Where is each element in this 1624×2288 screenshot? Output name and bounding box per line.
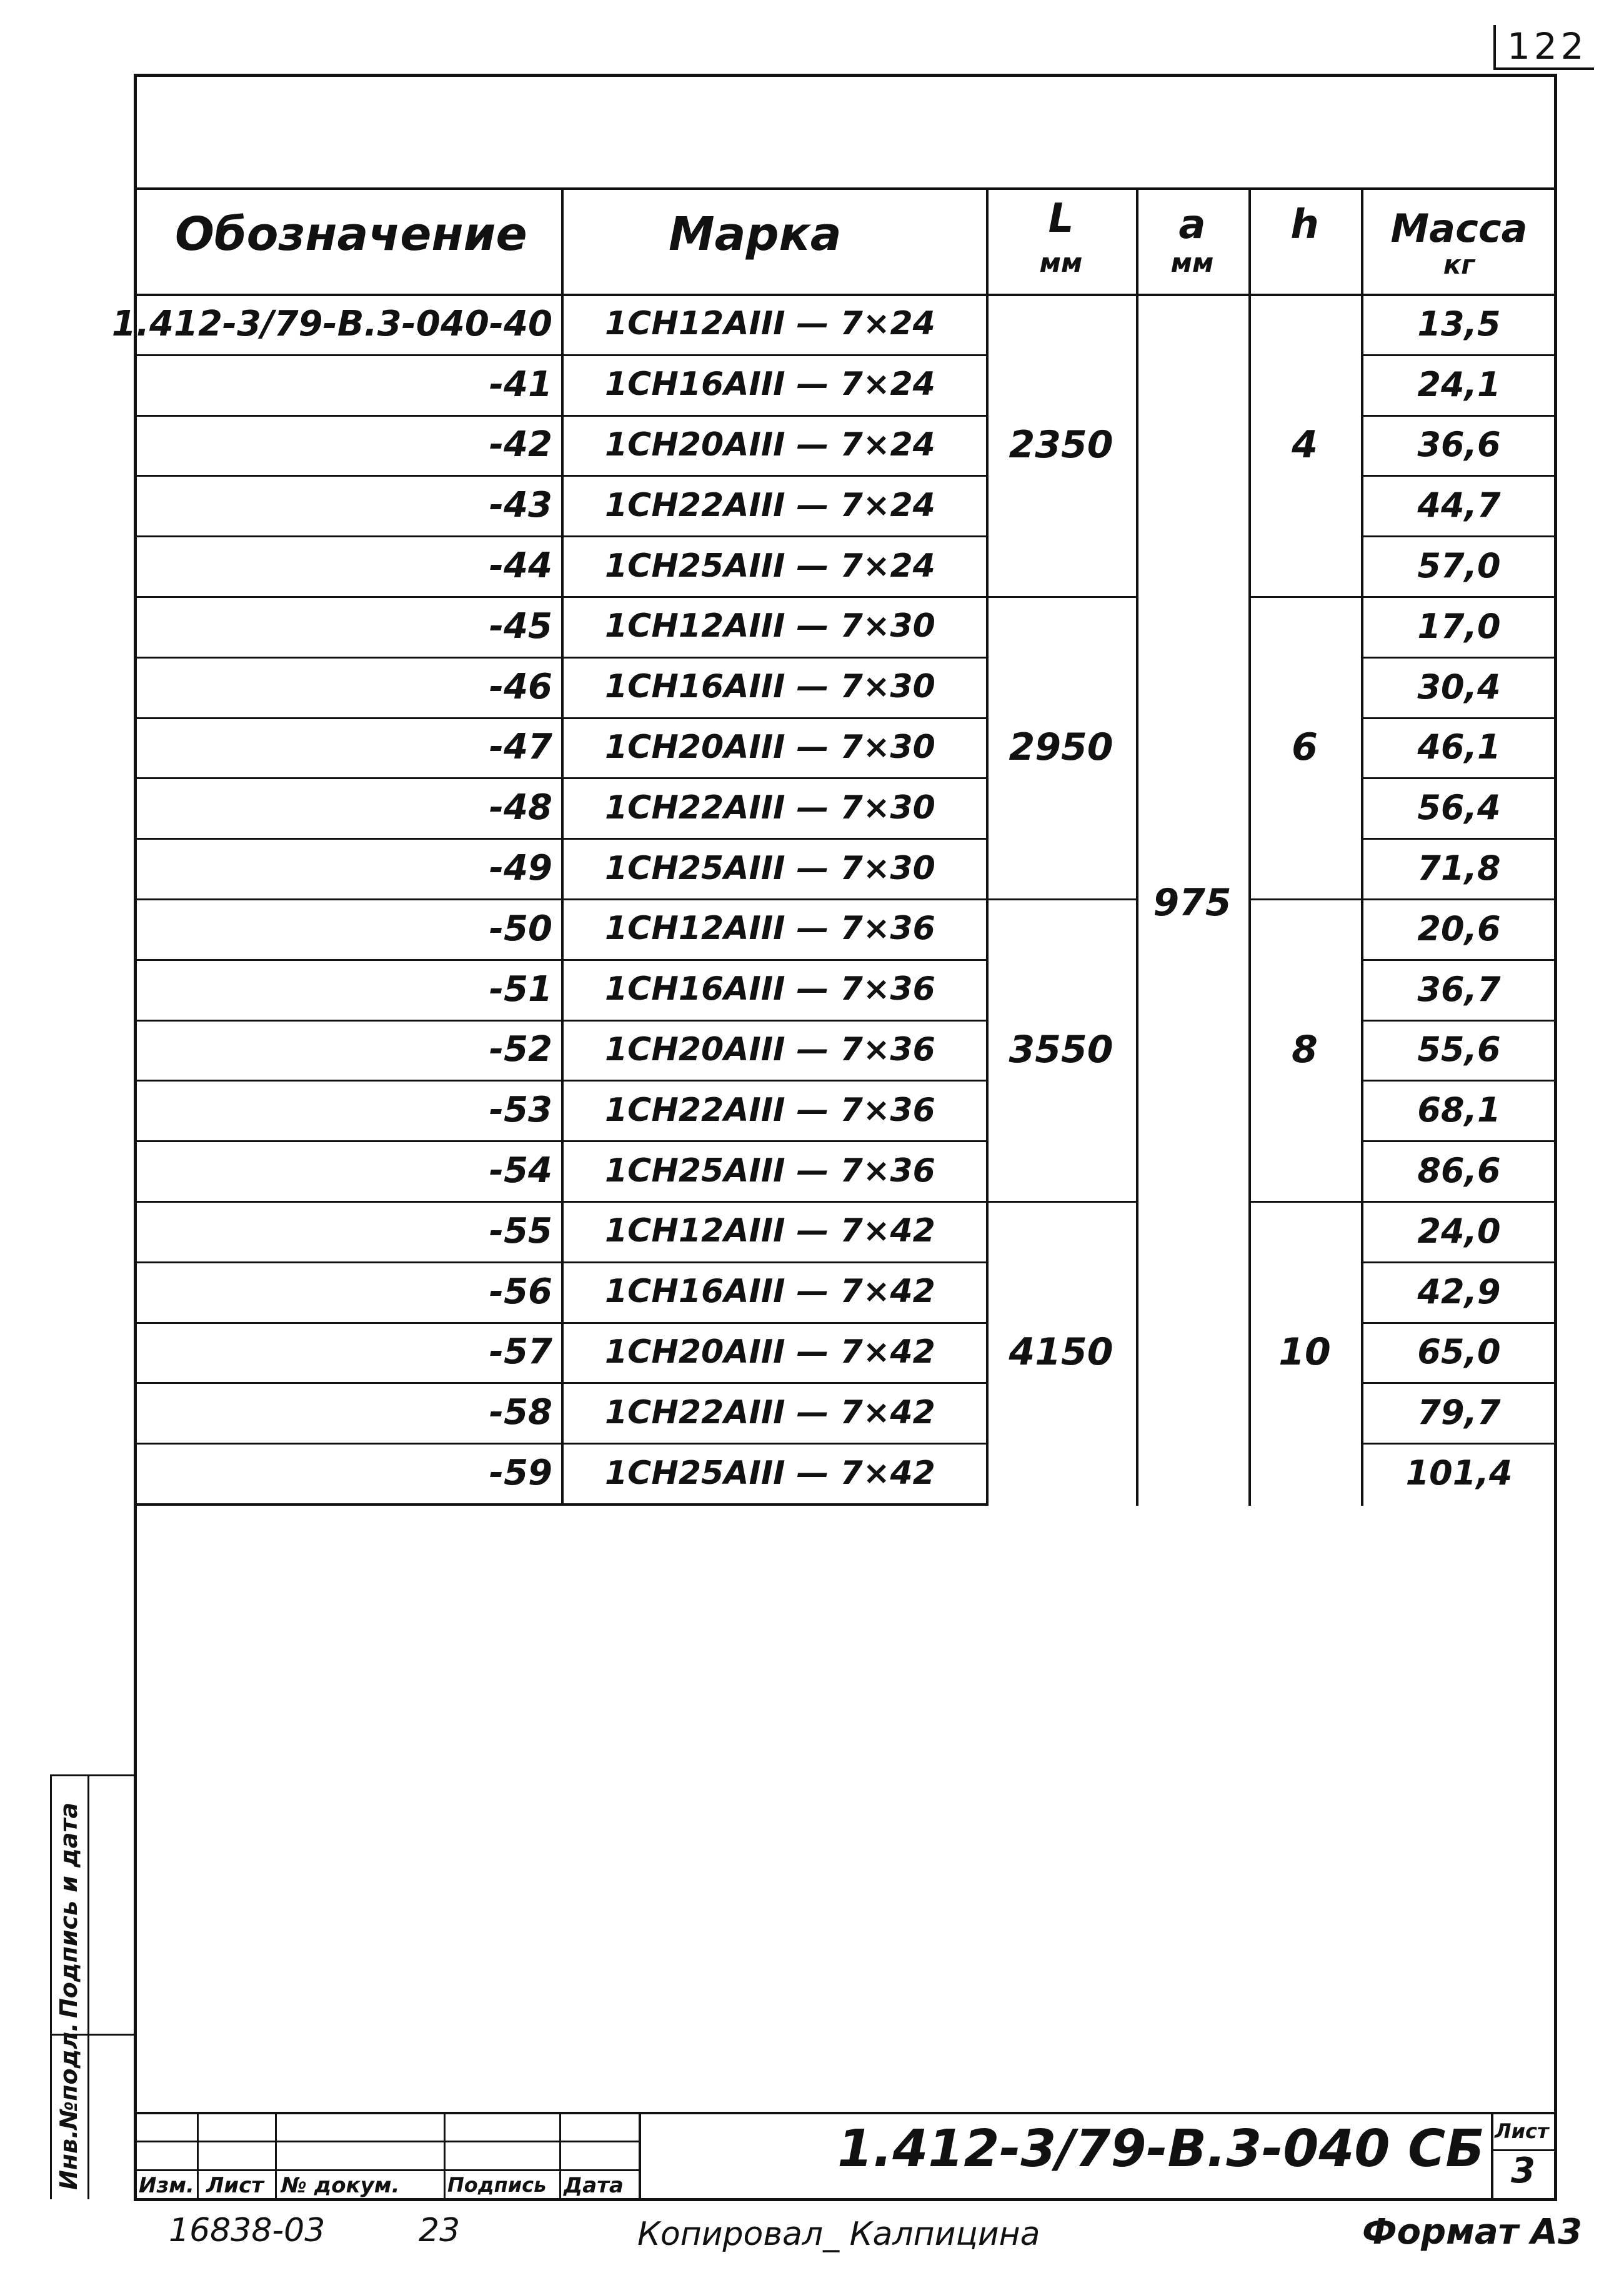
row-mass: 86,6 (1417, 1151, 1501, 1191)
row-designation: -46 (489, 666, 552, 707)
row-designation: -53 (489, 1090, 552, 1131)
row-mark: 1СН25АIII — 7×42 (605, 1454, 935, 1492)
row-mark: 1СН20АIII — 7×24 (605, 425, 935, 464)
row-designation: -48 (489, 787, 552, 828)
row-mass: 17,0 (1417, 606, 1501, 646)
group-L-value: 2950 (1009, 725, 1113, 769)
row-designation: -42 (489, 424, 552, 465)
row-designation: -55 (489, 1210, 552, 1251)
row-designation: -52 (489, 1029, 552, 1070)
row-mass: 55,6 (1417, 1030, 1501, 1070)
title-col-doc-no: № докум. (281, 2173, 400, 2198)
header-designation: Обозначение (175, 207, 527, 261)
header-L: L (1048, 196, 1074, 242)
row-mark: 1СН20АIII — 7×30 (605, 728, 935, 766)
row-mark: 1СН16АIII — 7×36 (605, 970, 935, 1008)
row-mark: 1СН20АIII — 7×36 (605, 1030, 935, 1068)
document-code: 1.412-3/79-В.3-040 СБ (837, 2119, 1485, 2179)
row-mark: 1СН12АIII — 7×36 (605, 910, 935, 948)
footer-inventory: 16838-03 (169, 2212, 326, 2249)
sheet-box-left (1491, 2112, 1493, 2199)
title-col-5 (639, 2112, 641, 2199)
title-col-sheet: Лист (206, 2173, 264, 2198)
row-mass: 68,1 (1417, 1090, 1501, 1130)
group-h-value: 6 (1292, 725, 1318, 769)
title-col-2 (275, 2112, 277, 2199)
row-mark: 1СН22АIII — 7×30 (605, 788, 935, 827)
table-top-line (134, 187, 1557, 190)
title-col-date: Дата (564, 2173, 624, 2198)
row-mass: 24,0 (1417, 1211, 1501, 1251)
title-col-4 (559, 2112, 561, 2199)
row-mass: 30,4 (1417, 667, 1501, 707)
row-designation: -45 (489, 605, 552, 647)
group-h-value: 4 (1292, 423, 1318, 467)
row-mark: 1СН22АIII — 7×42 (605, 1393, 935, 1431)
title-grid-row-1 (134, 2141, 640, 2142)
header-mark: Марка (669, 207, 842, 261)
title-col-1 (197, 2112, 199, 2199)
group-L-value: 4150 (1009, 1330, 1113, 1374)
row-mass: 101,4 (1405, 1453, 1513, 1493)
row-mark: 1СН16АIII — 7×42 (605, 1273, 935, 1311)
a-value: 975 (1153, 881, 1232, 925)
row-mass: 46,1 (1417, 727, 1501, 767)
row-designation: -41 (489, 364, 552, 405)
col-line-3 (1136, 187, 1138, 1506)
side-inv-no: Инв.№подл. (55, 2022, 82, 2190)
sheet-label: Лист (1495, 2119, 1549, 2143)
row-mark: 1СН25АIII — 7×24 (605, 547, 935, 585)
row-designation: 1.412-3/79-В.3-040-40 (111, 303, 552, 344)
header-mass-unit: кг (1443, 249, 1475, 280)
row-mass: 13,5 (1417, 304, 1501, 344)
row-mass: 42,9 (1417, 1271, 1501, 1311)
side-stamp-line-2 (87, 1774, 89, 2199)
row-mass: 36,7 (1417, 969, 1501, 1009)
row-designation: -58 (489, 1392, 552, 1433)
row-designation: -57 (489, 1331, 552, 1373)
row-designation: -50 (489, 908, 552, 949)
row-designation: -51 (489, 968, 552, 1010)
footer-copied-by: Копировал_ Калпицина (637, 2216, 1040, 2253)
row-mass: 56,4 (1417, 788, 1501, 828)
footer-number: 23 (419, 2212, 461, 2249)
row-mass: 36,6 (1417, 425, 1501, 465)
row-mass: 24,1 (1417, 364, 1501, 404)
group-h-value: 10 (1278, 1330, 1331, 1374)
group-h-value: 8 (1292, 1028, 1318, 1072)
title-col-3 (444, 2112, 446, 2199)
row-mark: 1СН20АIII — 7×42 (605, 1333, 935, 1371)
header-L-unit: мм (1039, 247, 1083, 278)
row-designation: -56 (489, 1271, 552, 1312)
row-mark: 1СН16АIII — 7×24 (605, 366, 935, 404)
row-mark: 1СН12АIII — 7×42 (605, 1212, 935, 1250)
row-designation: -49 (489, 848, 552, 889)
row-mass: 65,0 (1417, 1332, 1501, 1372)
row-designation: -59 (489, 1453, 552, 1494)
header-h: h (1290, 202, 1319, 248)
row-designation: -54 (489, 1150, 552, 1191)
row-mark: 1СН25АIII — 7×30 (605, 849, 935, 887)
row-mass: 20,6 (1417, 908, 1501, 948)
table-bottom-line (134, 1503, 989, 1506)
header-a: а (1178, 202, 1206, 248)
row-mark: 1СН12АIII — 7×30 (605, 607, 935, 645)
title-block-top (134, 2112, 1557, 2114)
group-L-value: 2350 (1009, 423, 1113, 467)
row-mark: 1СН16АIII — 7×30 (605, 668, 935, 706)
footer-format: Формат А3 (1362, 2212, 1582, 2252)
sheet-number: 3 (1511, 2151, 1535, 2191)
row-mark: 1СН25АIII — 7×36 (605, 1151, 935, 1190)
title-grid-row-2 (134, 2169, 640, 2171)
title-col-change: Изм. (139, 2173, 194, 2198)
header-mass: Масса (1390, 205, 1528, 251)
row-mark: 1СН12АIII — 7×24 (605, 305, 935, 343)
row-designation: -43 (489, 485, 552, 526)
row-mark: 1СН22АIII — 7×36 (605, 1091, 935, 1129)
side-signature-date: Подпись и дата (55, 1802, 82, 2018)
page-number: 122 (1493, 25, 1594, 70)
row-mass: 57,0 (1417, 546, 1501, 586)
row-designation: -44 (489, 545, 552, 587)
row-mass: 71,8 (1417, 848, 1501, 888)
row-mass: 79,7 (1417, 1393, 1501, 1433)
row-mass: 44,7 (1417, 485, 1501, 525)
row-mark: 1СН22АIII — 7×24 (605, 486, 935, 524)
row-designation: -47 (489, 727, 552, 768)
group-L-value: 3550 (1009, 1028, 1113, 1072)
side-stamp-line-1 (50, 1774, 52, 2199)
title-col-signature: Подпись (447, 2173, 547, 2197)
header-a-unit: мм (1170, 247, 1214, 278)
side-stamp-top (50, 1774, 134, 1776)
